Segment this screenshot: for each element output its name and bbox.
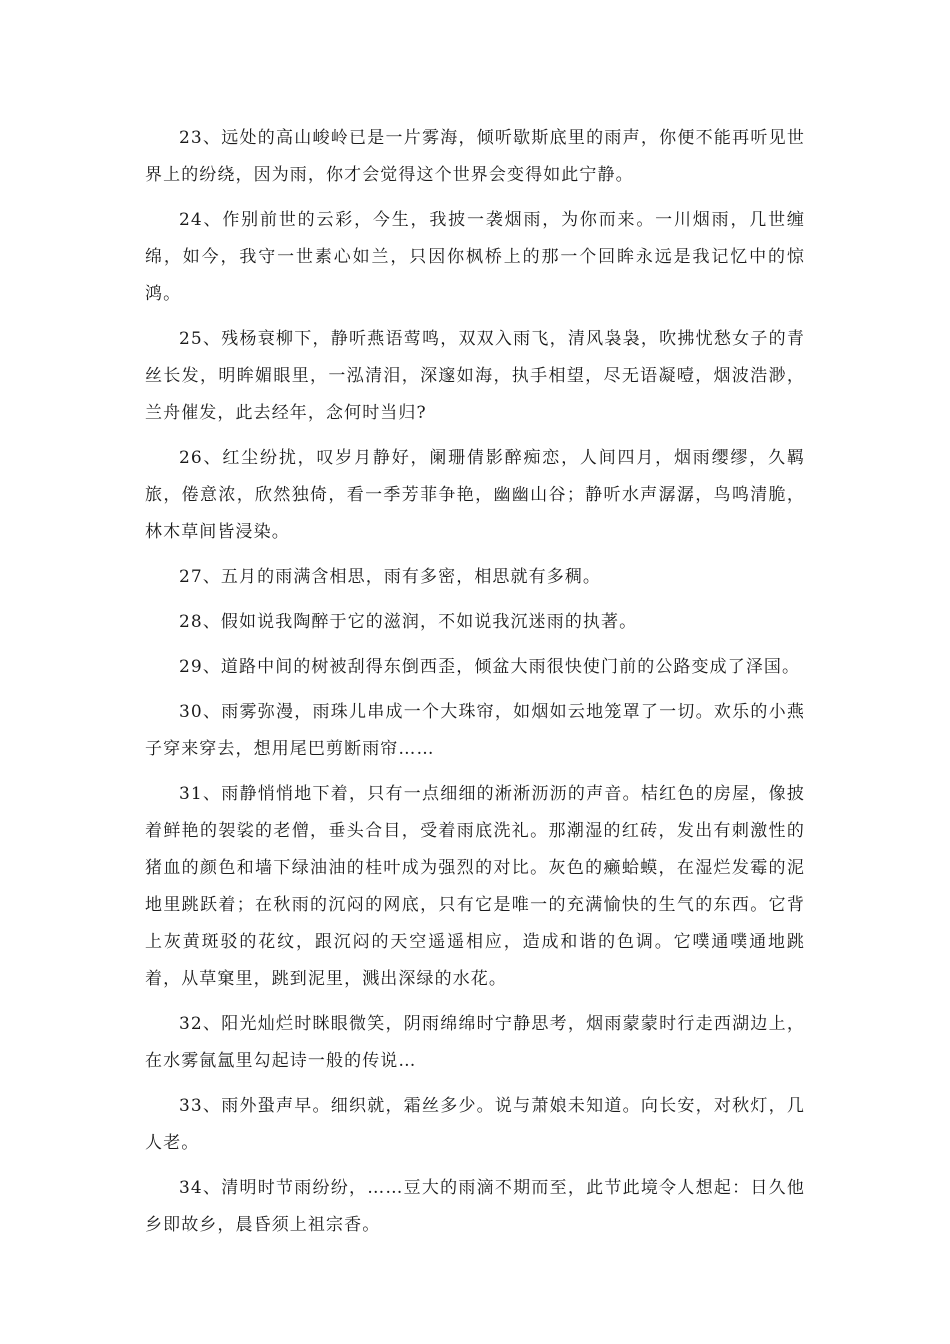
paragraph-28: 28、假如说我陶醉于它的滋润，不如说我沉迷雨的执著。 xyxy=(179,612,638,632)
paragraph-31: 31、雨静悄悄地下着，只有一点细细的淅淅沥沥的声音。桔红色的房屋，像披着鲜艳的袈裟的老僧，垂头合目，受着雨底洗礼。那潮湿的红砖，发出有刺激性的猪血的颜色和墙下绿油油的桂叶成为强烈的对比。灰色的癞蛤蟆，在湿烂发霉的泥地里跳跃着；在秋雨的沉闷的网底，只有它是唯一的充满愉快的生气的东西。它背上灰黄斑驳的花纹，跟沉闷的天空遥遥相应，造成和谐的色调。它噗通噗通地跳着，从草窠里，跳到泥里，溅出深绿的水花。 xyxy=(145,784,805,989)
paragraph-25: 25、残杨衰柳下，静听燕语莺鸣，双双入雨飞，清风袅袅，吹拂忧愁女子的青丝长发，明眸媚眼里，一泓清泪，深邃如海，执手相望，尽无语凝噎，烟波浩渺，兰舟催发，此去经年，念何时当归? xyxy=(145,329,805,423)
document-body xyxy=(145,120,805,1252)
paragraph-34: 34、清明时节雨纷纷，……豆大的雨滴不期而至，此节此境令人想起：日久他乡即故乡，晨昏须上祖宗香。 xyxy=(145,1178,805,1235)
paragraph-23: 23、远处的高山峻岭已是一片雾海，倾听歇斯底里的雨声，你便不能再听见世界上的纷绕，因为雨，你才会觉得这个世界会变得如此宁静。 xyxy=(145,128,805,185)
paragraph-26: 26、红尘纷扰，叹岁月静好，阑珊倩影醉痴恋，人间四月，烟雨缨缪，久羁旅，倦意浓，欣然独倚，看一季芳菲争艳，幽幽山谷；静听水声潺潺，鸟鸣清脆，林木草间皆浸染。 xyxy=(145,448,805,542)
paragraph-27: 27、五月的雨满含相思，雨有多密，相思就有多稠。 xyxy=(179,567,602,587)
paragraph-33: 33、雨外蛩声早。细织就，霜丝多少。说与萧娘未知道。向长安，对秋灯，几人老。 xyxy=(145,1096,805,1153)
paragraph-30: 30、雨雾弥漫，雨珠儿串成一个大珠帘，如烟如云地笼罩了一切。欢乐的小燕子穿来穿去，想用尾巴剪断雨帘…… xyxy=(145,702,805,759)
paragraph-29: 29、道路中间的树被刮得东倒西歪，倾盆大雨很快使门前的公路变成了泽国。 xyxy=(179,657,801,677)
paragraph-32: 32、阳光灿烂时眯眼微笑，阴雨绵绵时宁静思考，烟雨蒙蒙时行走西湖边上，在水雾氤氲里勾起诗一般的传说… xyxy=(145,1014,805,1071)
paragraph-24: 24、作别前世的云彩，今生，我披一袭烟雨，为你而来。一川烟雨，几世缠绵，如今，我守一世素心如兰，只因你枫桥上的那一个回眸永远是我记忆中的惊鸿。 xyxy=(145,210,805,304)
